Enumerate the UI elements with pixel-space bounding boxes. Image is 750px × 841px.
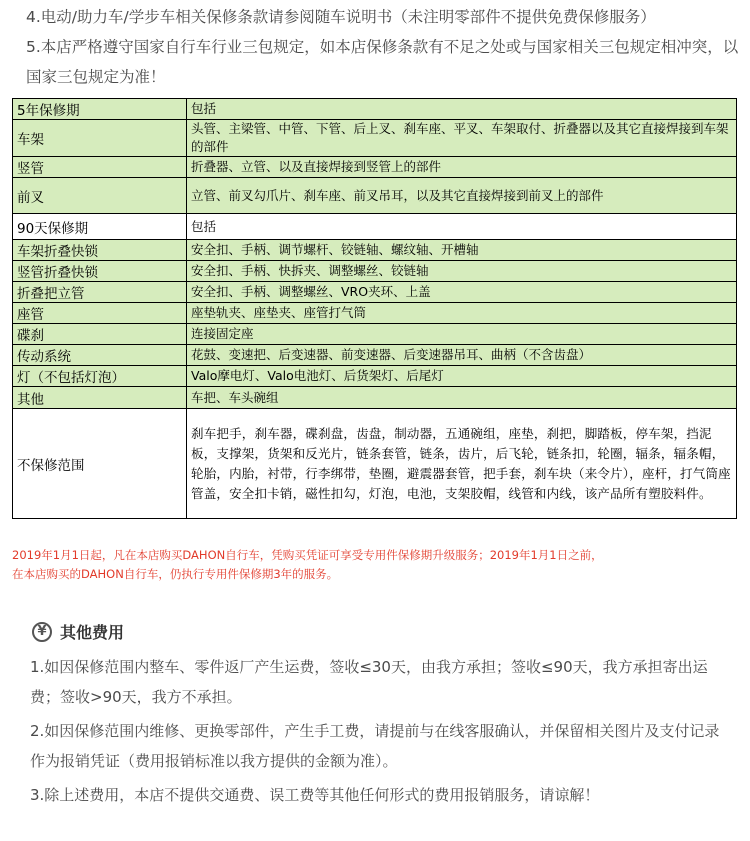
fee-item-2: 2.如因保修范围内维修、更换零部件，产生手工费，请提前与在线客服确认，并保留相关图片及支付记录作为报销凭证（费用报销标准以我方提供的金额为准）。 [30, 722, 720, 770]
table-row [13, 120, 737, 157]
row-key: 不保修范围 [13, 409, 187, 519]
table-row [13, 366, 737, 387]
row-key: 碟刹 [13, 324, 187, 345]
table-row [13, 282, 737, 303]
row-value: 花鼓、变速把、后变速器、前变速器、后变速器吊耳、曲柄（不含齿盘） [187, 345, 737, 366]
row-value: Valo摩电灯、Valo电池灯、后货架灯、后尾灯 [187, 366, 737, 387]
row-value: 连接固定座 [187, 324, 737, 345]
table-row [13, 345, 737, 366]
table-row [13, 157, 737, 178]
notice-line-1: 2019年1月1日起，凡在本店购买DAHON自行车，凭购买凭证可享受专用件保修期升级服务；2019年1月1日之前， [12, 548, 603, 562]
table-row [13, 387, 737, 409]
fee-item-3: 3.除上述费用，本店不提供交通费、误工费等其他任何形式的费用报销服务，请谅解！ [30, 786, 600, 804]
table-row [13, 303, 737, 324]
upgrade-notice [12, 546, 742, 584]
table-row [13, 409, 737, 519]
row-key: 车架 [13, 120, 187, 157]
row-key: 座管 [13, 303, 187, 324]
row-value: 包括 [187, 99, 737, 120]
row-value: 安全扣、手柄、快拆夹、调整螺丝、铰链轴 [187, 261, 737, 282]
other-fees-list [30, 652, 730, 814]
row-value: 头管、主梁管、中管、下管、后上叉、刹车座、平叉、车架取付、折叠器以及其它直接焊接到车架的部件 [187, 120, 737, 157]
row-key: 折叠把立管 [13, 282, 187, 303]
row-value: 车把、车头碗组 [187, 387, 737, 409]
row-value: 刹车把手，刹车器，碟刹盘，齿盘，制动器，五通碗组，座垫，刹把，脚踏板，停车架，挡泥板，支撑架，货架和反光片，链条套管，链条，齿片，后飞轮，链条扣，轮圈，辐条，辐条帽，轮胎，内胎，衬带，行李绑带，垫圈，避震器套管，把手套，刹车块（来令片），座杆，打气筒座管盖，安全扣卡销，磁性扣勾，灯泡，电池，支架胶帽，线管和内线，该产品所有塑胶料件。 [187, 409, 737, 519]
row-key: 传动系统 [13, 345, 187, 366]
row-key: 竖管 [13, 157, 187, 178]
row-key: 其他 [13, 387, 187, 409]
table-row [13, 99, 737, 120]
table-row [13, 178, 737, 214]
row-key: 前叉 [13, 178, 187, 214]
intro-line-5: 5.本店严格遵守国家自行车行业三包规定，如本店保修条款有不足之处或与国家相关三包规定相冲突，以国家三包规定为准！ [26, 38, 739, 86]
fee-item-1: 1.如因保修范围内整车、零件返厂产生运费，签收≤30天，由我方承担；签收≤90天，我方承担寄出运费；签收>90天，我方不承担。 [30, 658, 708, 706]
warranty-table [12, 98, 737, 519]
row-value: 包括 [187, 214, 737, 240]
intro-line-4: 4.电动/助力车/学步车相关保修条款请参阅随车说明书（未注明零部件不提供免费保修服务） [26, 8, 656, 26]
other-fees-title: 其他费用 [60, 623, 125, 642]
row-key: 90天保修期 [13, 214, 187, 240]
row-value: 安全扣、手柄、调整螺丝、VRO夹环、上盖 [187, 282, 737, 303]
row-key: 5年保修期 [13, 99, 187, 120]
intro-notes [0, 2, 750, 92]
row-key: 灯（不包括灯泡） [13, 366, 187, 387]
table-row [13, 240, 737, 261]
table-row [13, 324, 737, 345]
table-row [13, 261, 737, 282]
yen-icon: ¥ [32, 622, 52, 642]
row-value: 折叠器、立管、以及直接焊接到竖管上的部件 [187, 157, 737, 178]
row-value: 座垫轨夹、座垫夹、座管打气筒 [187, 303, 737, 324]
other-fees-header [32, 620, 124, 643]
row-value: 安全扣、手柄、调节螺杆、铰链轴、螺纹轴、开槽轴 [187, 240, 737, 261]
row-value: 立管、前叉勾爪片、刹车座、前叉吊耳，以及其它直接焊接到前叉上的部件 [187, 178, 737, 214]
row-key: 竖管折叠快锁 [13, 261, 187, 282]
row-key: 车架折叠快锁 [13, 240, 187, 261]
table-row [13, 214, 737, 240]
notice-line-2: 在本店购买的DAHON自行车，仍执行专用件保修期3年的服务。 [12, 567, 339, 581]
